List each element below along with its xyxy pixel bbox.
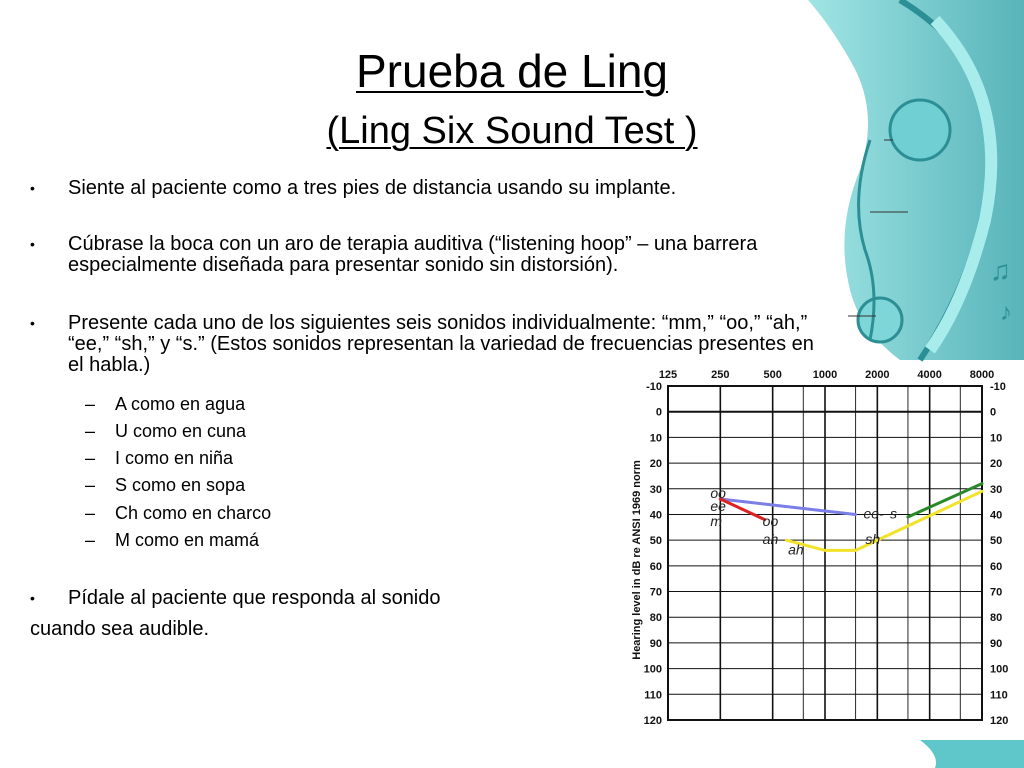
y-axis-label: Hearing level in dB re ANSI 1969 norm (631, 460, 643, 660)
y-tick-label-left: 40 (649, 509, 662, 522)
bullet-mark: • (30, 180, 35, 196)
x-tick-label: 1000 (812, 369, 838, 381)
y-tick-label-left: 110 (644, 689, 662, 702)
sub-item-text: I como en niña (115, 448, 234, 468)
bullet-text: Pídale al paciente que responda al sonido (68, 587, 441, 609)
y-tick-label-right: 10 (990, 432, 1003, 445)
y-tick-label-right: 120 (990, 715, 1009, 727)
sub-item-text: S como en sopa (115, 475, 246, 495)
sound-annotation: oo (710, 484, 726, 501)
audiogram-chart (610, 364, 1020, 736)
y-tick-label-left: 50 (649, 535, 662, 548)
sound-annotation: sh (865, 531, 881, 548)
sub-mark: – (85, 421, 96, 441)
y-tick-label-left: 20 (649, 458, 662, 471)
y-tick-label-left: 120 (643, 715, 662, 727)
music-note-icon: ♫ (990, 255, 1011, 286)
y-tick-label-right: 50 (990, 535, 1003, 548)
sub-item (85, 503, 271, 523)
sound-annotation: oo (762, 513, 779, 530)
sub-mark: – (85, 475, 96, 495)
x-tick-label: 125 (658, 369, 678, 381)
x-tick-label: 250 (711, 369, 730, 381)
sub-item-text: U como en cuna (115, 421, 247, 441)
y-tick-label-left: 0 (655, 406, 662, 419)
y-tick-label-left: 60 (649, 560, 662, 573)
page-title: Prueba de Ling (355, 45, 669, 97)
y-tick-label-right: 60 (990, 560, 1003, 573)
sub-item-text: Ch como en charco (115, 503, 272, 523)
sound-annotation: s (889, 505, 897, 522)
x-tick-label: 500 (763, 369, 782, 381)
bullet-text: Siente al paciente como a tres pies de distancia usando su implante. (68, 177, 677, 199)
sub-item-text: M como en mamá (115, 530, 260, 550)
chart-background (610, 364, 1020, 736)
bullet-item (30, 178, 830, 199)
sub-mark: – (85, 448, 96, 468)
y-tick-label-left: -10 (646, 381, 662, 393)
y-tick-label-right: 0 (990, 406, 997, 419)
y-tick-label-left: 100 (643, 663, 662, 676)
y-tick-label-right: 90 (990, 637, 1003, 650)
sub-item (85, 530, 259, 550)
music-note-icon: ♪ (1000, 299, 1012, 326)
sub-mark: – (85, 394, 96, 414)
y-tick-label-right: 110 (990, 689, 1008, 702)
y-tick-label-left: 10 (649, 432, 662, 445)
y-tick-label-right: 40 (990, 509, 1003, 522)
bullet-mark: • (30, 236, 35, 252)
y-tick-label-left: 70 (649, 586, 662, 599)
y-tick-label-right: 70 (990, 586, 1003, 599)
sub-mark: – (85, 503, 96, 523)
sub-item (85, 421, 246, 441)
sound-annotation: ah (762, 531, 779, 548)
y-tick-label-left: 30 (649, 483, 662, 496)
sound-annotation: ah (788, 541, 804, 558)
sound-annotation: m (710, 513, 723, 530)
sub-item (85, 448, 233, 468)
y-tick-label-right: 30 (990, 483, 1003, 496)
x-tick-label: 2000 (865, 369, 890, 381)
sound-annotation: ee (710, 497, 726, 514)
y-tick-label-right: 80 (990, 612, 1003, 625)
bullet-item (30, 234, 830, 276)
sound-annotation: ee- (863, 505, 884, 522)
y-tick-label-left: 90 (649, 637, 662, 650)
page-subtitle: (Ling Six Sound Test ) (326, 110, 698, 152)
bullet-text: Cúbrase la boca con un aro de terapia auditiva (“listening hoop” – una barrera especialmente diseñada para presentar sonido sin distorsión). (68, 233, 758, 276)
bullet-continuation: cuando sea audible. (30, 618, 210, 640)
y-tick-label-left: 80 (649, 612, 662, 625)
x-tick-label: 4000 (917, 369, 942, 381)
bullet-mark: • (30, 590, 35, 606)
sub-item-text: A como en agua (115, 394, 246, 414)
x-tick-label: 8000 (969, 369, 995, 381)
y-tick-label-right: 100 (990, 663, 1009, 676)
bullet-text: Presente cada uno de los siguientes seis sonidos individualmente: “mm,” “oo,” “ah,” “ee,” “sh,” y “s.” (Estos sonidos representan la variedad de frecuencias presentes en el habla.) (68, 312, 814, 376)
y-tick-label-right: 20 (990, 458, 1003, 471)
bullet-mark: • (30, 315, 35, 331)
y-tick-label-right: -10 (990, 381, 1006, 393)
sub-item (85, 394, 245, 414)
sub-mark: – (85, 530, 96, 550)
sub-item (85, 475, 245, 495)
